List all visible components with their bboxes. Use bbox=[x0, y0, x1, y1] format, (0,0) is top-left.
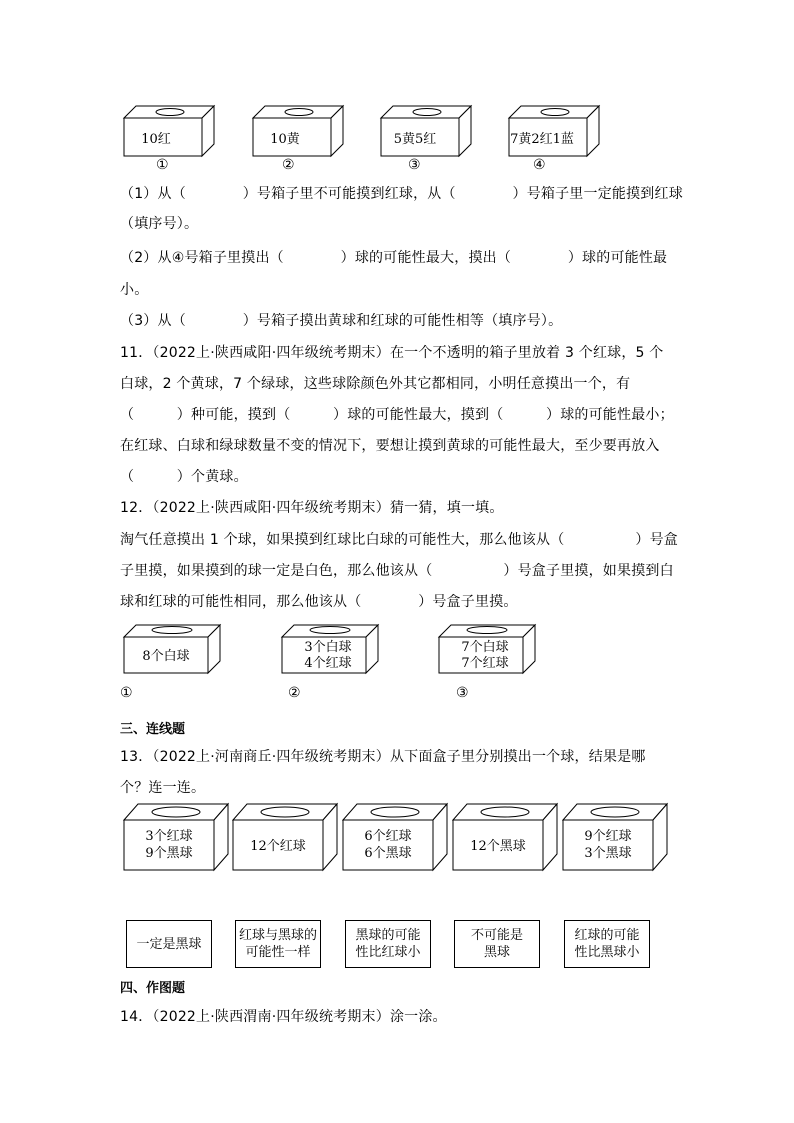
q10-box-2-label: 10黄 bbox=[270, 132, 300, 147]
q12-num-3: ③ bbox=[456, 685, 469, 701]
q12-box-2 bbox=[282, 623, 378, 673]
q10-box-3 bbox=[381, 106, 471, 156]
q13-answer-2 bbox=[235, 920, 321, 968]
q12-line-2: 淘气任意摸出 1 个球，如果摸到红球比白球的可能性大，那么他该从（ ）号盒 bbox=[120, 532, 679, 548]
q10-box-1 bbox=[124, 106, 214, 156]
q10-num-3: ③ bbox=[408, 157, 421, 173]
q12-num-1: ① bbox=[120, 685, 133, 701]
q13-box-2-label-a: 12个红球 bbox=[250, 839, 306, 854]
q11-line-3: （ ）种可能，摸到（ ）球的可能性最大，摸到（ ）球的可能性最小； bbox=[120, 407, 674, 423]
q13-box-1-label-b: 9个黑球 bbox=[145, 846, 193, 861]
section-4-heading: 四、作图题 bbox=[120, 981, 186, 996]
section-3-heading: 三、连线题 bbox=[120, 722, 186, 737]
q11-line-1: 11．（2022上·陕西咸阳·四年级统考期末）在一个不透明的箱子里放着 3 个红球，5 个 bbox=[120, 345, 664, 361]
q13-box-5-label-b: 3个黑球 bbox=[584, 846, 632, 861]
q12-line-3: 子里摸，如果摸到的球一定是白色，那么他该从（ ）号盒子里摸，如果摸到白 bbox=[120, 563, 674, 579]
q12-box-3-label-a: 7个白球 bbox=[461, 640, 509, 655]
q10-line-5: （3）从（ ）号箱子摸出黄球和红球的可能性相等（填序号）。 bbox=[120, 313, 563, 329]
q13-line-1: 13．（2022上·河南商丘·四年级统考期末）从下面盒子里分别摸出一个球，结果是哪 bbox=[120, 749, 646, 765]
q13-box-2 bbox=[233, 802, 337, 870]
q11-line-2: 白球，2 个黄球，7 个绿球，这些球除颜色外其它都相同，小明任意摸出一个，有 bbox=[120, 376, 631, 392]
q13-answer-5-b: 性比黑球小 bbox=[574, 945, 640, 960]
q13-answer-4-a: 不可能是 bbox=[470, 928, 523, 943]
q13-line-2: 个？连一连。 bbox=[120, 780, 206, 796]
q12-box-3-label-b: 7个红球 bbox=[461, 656, 509, 671]
q12-box-2-label-a: 3个白球 bbox=[304, 640, 352, 655]
q10-box-4-label: 7黄2红1蓝 bbox=[510, 132, 574, 147]
q12-box-1 bbox=[124, 623, 220, 673]
q10-num-4: ④ bbox=[533, 157, 546, 173]
q13-box-3-label-a: 6个红球 bbox=[364, 829, 412, 844]
q10-num-2: ② bbox=[282, 157, 295, 173]
q10-line-2: （填序号）。 bbox=[120, 216, 199, 232]
q10-box-1-label: 10红 bbox=[141, 132, 171, 147]
q10-box-3-label: 5黄5红 bbox=[393, 132, 437, 147]
q12-num-2: ② bbox=[288, 685, 301, 701]
q13-answer-1-a: 一定是黑球 bbox=[136, 936, 202, 952]
q13-answer-2-b: 可能性一样 bbox=[245, 945, 311, 960]
q10-line-4: 小。 bbox=[120, 282, 149, 298]
q11-line-4: 在红球、白球和绿球数量不变的情况下，要想让摸到黄球的可能性最大，至少要再放入 bbox=[120, 438, 660, 454]
q11-line-5: （ ）个黄球。 bbox=[120, 469, 248, 485]
q13-box-1-label-a: 3个红球 bbox=[145, 829, 193, 844]
q10-num-1: ① bbox=[156, 157, 169, 173]
q13-answer-1 bbox=[126, 920, 212, 968]
q12-box-2-label-b: 4个红球 bbox=[304, 656, 352, 671]
q13-answer-3-a: 黑球的可能 bbox=[355, 928, 421, 943]
q13-answer-5 bbox=[564, 920, 650, 968]
q13-box-5 bbox=[563, 802, 667, 870]
q13-box-4 bbox=[453, 802, 557, 870]
q10-box-2 bbox=[253, 106, 343, 156]
q10-box-4 bbox=[509, 106, 599, 156]
q10-line-1: （1）从（ ）号箱子里不可能摸到红球，从（ ）号箱子里一定能摸到红球 bbox=[120, 186, 683, 202]
q13-answer-4 bbox=[454, 920, 540, 968]
q13-answer-2-a: 红球与黑球的 bbox=[238, 928, 317, 943]
q13-answer-4-b: 黑球 bbox=[483, 945, 510, 960]
q13-box-3-label-b: 6个黑球 bbox=[364, 846, 412, 861]
q13-box-4-label-a: 12个黑球 bbox=[470, 839, 526, 854]
q13-answer-5-a: 红球的可能 bbox=[574, 928, 640, 943]
q12-box-1-label: 8个白球 bbox=[142, 649, 190, 664]
q13-answer-3 bbox=[345, 920, 431, 968]
q12-line-1: 12．（2022上·陕西咸阳·四年级统考期末）猜一猜，填一填。 bbox=[120, 500, 504, 516]
q13-box-5-label-a: 9个红球 bbox=[584, 829, 632, 844]
q13-box-3 bbox=[343, 802, 447, 870]
q10-line-3: （2）从④号箱子里摸出（ ）球的可能性最大，摸出（ ）球的可能性最 bbox=[120, 250, 668, 266]
q13-answer-3-b: 性比红球小 bbox=[355, 945, 421, 960]
q13-box-1 bbox=[124, 802, 228, 870]
q14-line-1: 14．（2022上·陕西渭南·四年级统考期末）涂一涂。 bbox=[120, 1009, 447, 1025]
q12-line-4: 球和红球的可能性相同，那么他该从（ ）号盒子里摸。 bbox=[120, 594, 518, 610]
q12-box-3 bbox=[439, 623, 535, 673]
